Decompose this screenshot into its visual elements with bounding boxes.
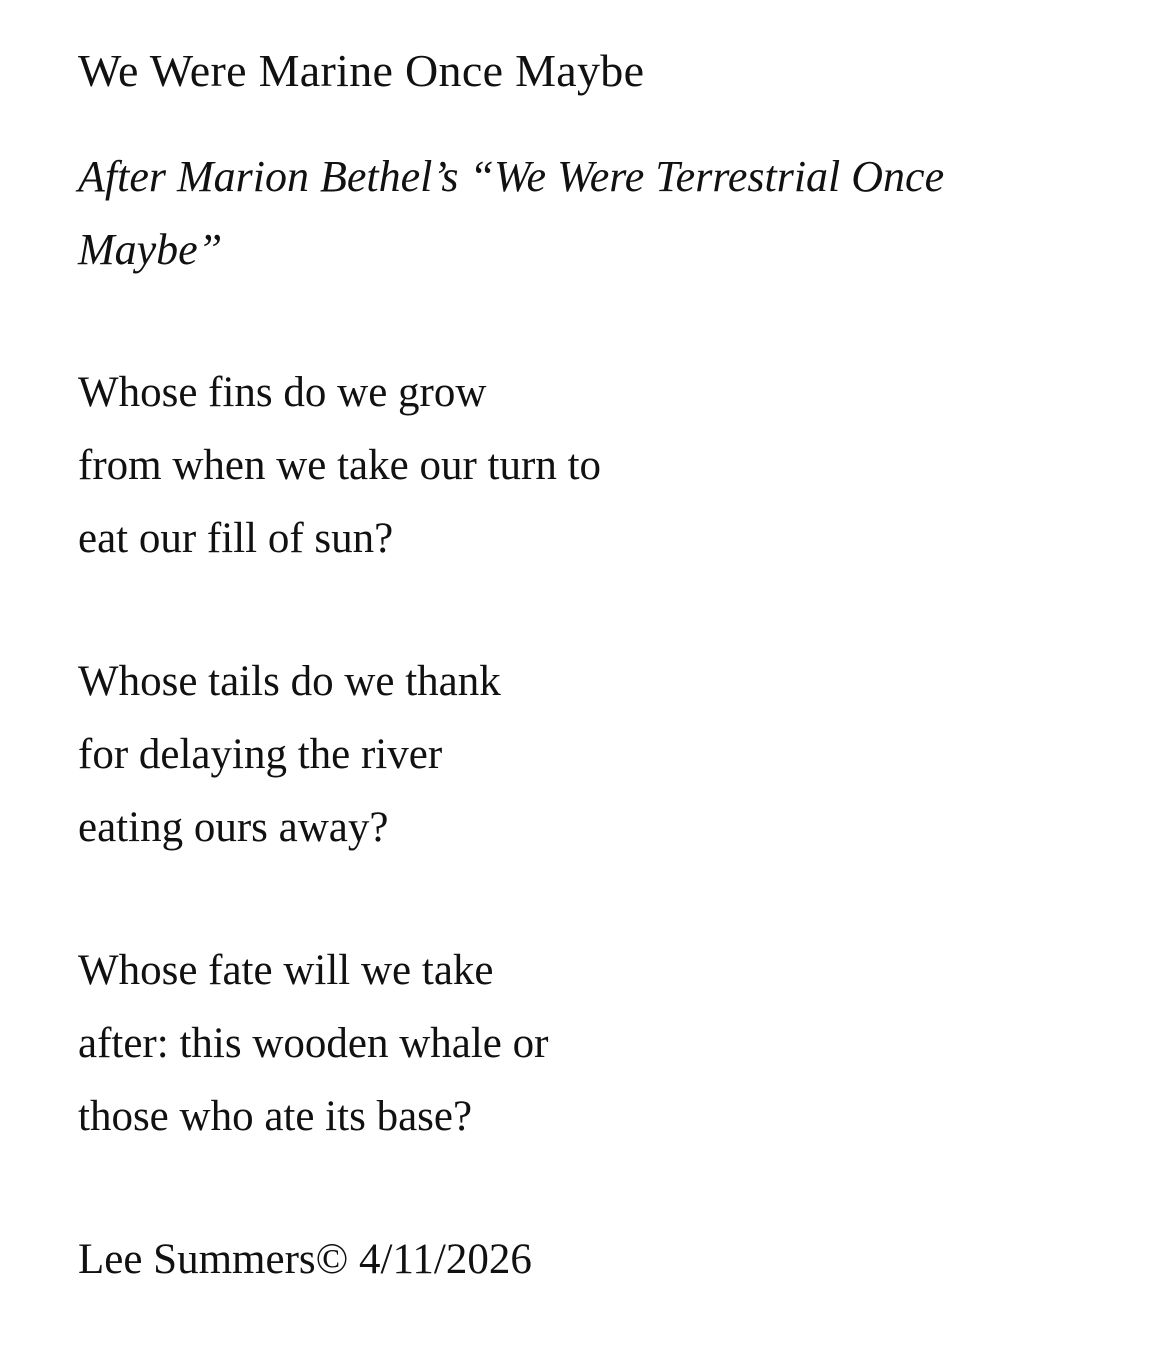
poem-attribution: Lee Summers© 4/11/2026 xyxy=(78,1235,532,1283)
poem-line: eating ours away? xyxy=(78,803,389,851)
stanza-3 xyxy=(78,934,1090,1153)
poem-line: after: this wooden whale or xyxy=(78,1019,549,1067)
poem-line: Whose fins do we grow xyxy=(78,368,487,416)
epigraph-line: Maybe” xyxy=(78,224,223,274)
poem-line: from when we take our turn to xyxy=(78,441,602,489)
poem-title: We Were Marine Once Maybe xyxy=(78,45,645,96)
poem-line: Whose fate will we take xyxy=(78,946,494,994)
poem-line: eat our fill of sun? xyxy=(78,514,394,562)
stanza-1 xyxy=(78,356,1090,575)
poem-epigraph xyxy=(78,140,1038,286)
stanza-2 xyxy=(78,645,1090,864)
epigraph-line: After Marion Bethel’s “We Were Terrestrial Once xyxy=(78,151,945,201)
poem-line: Whose tails do we thank xyxy=(78,657,501,705)
poem-line: for delaying the river xyxy=(78,730,443,778)
poem-line: those who ate its base? xyxy=(78,1092,473,1140)
